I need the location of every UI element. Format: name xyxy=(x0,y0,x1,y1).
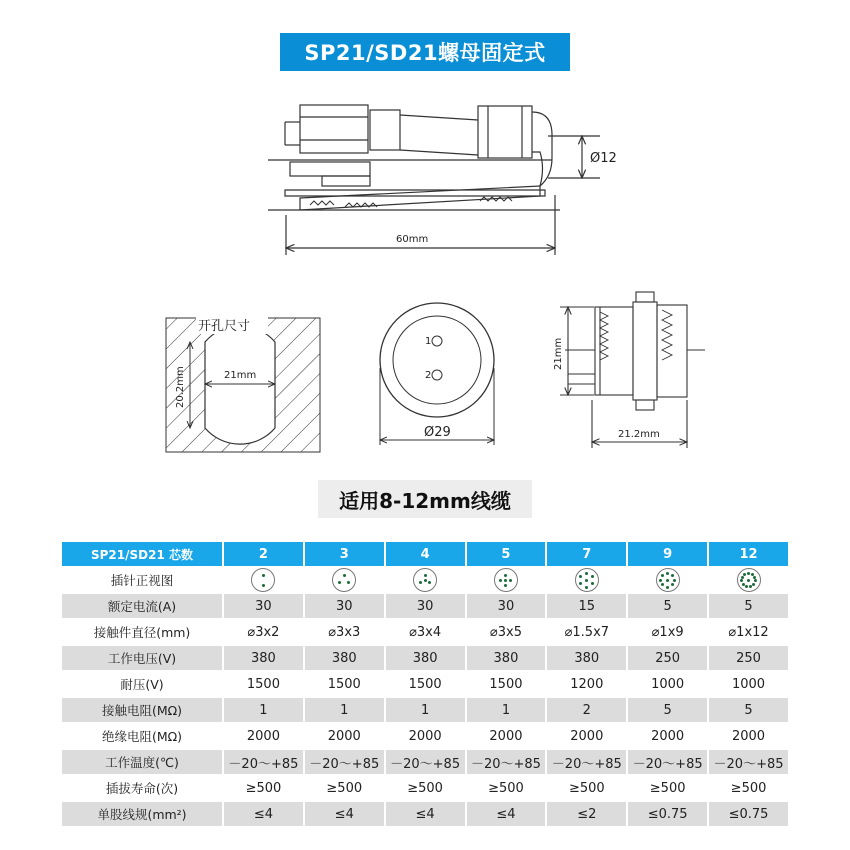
spec-value: 5 xyxy=(628,698,707,722)
spec-value: 380 xyxy=(386,646,465,670)
spec-value: 2000 xyxy=(386,724,465,748)
plug-diameter-label: Ø12 xyxy=(590,151,617,166)
row-label: 额定电流(A) xyxy=(62,594,222,618)
row-label: 单股线规(mm²) xyxy=(62,802,222,826)
core-count: 12 xyxy=(709,542,788,566)
pin-dot xyxy=(504,584,507,587)
pin-dot xyxy=(752,583,755,586)
pin-dot xyxy=(585,579,588,582)
core-count: 9 xyxy=(628,542,707,566)
spec-value: 1500 xyxy=(224,672,303,696)
core-count: 4 xyxy=(386,542,465,566)
pin-dot xyxy=(338,581,341,584)
page-title: SP21/SD21螺母固定式 xyxy=(280,33,570,71)
pin-dot xyxy=(499,579,502,582)
spec-value: 2000 xyxy=(467,724,546,748)
spec-value: 30 xyxy=(224,594,303,618)
spec-value: 30 xyxy=(305,594,384,618)
pin-dot xyxy=(743,573,746,576)
pin-dot xyxy=(347,581,350,584)
pin-front-view-cell xyxy=(467,568,546,592)
socket-height-label: 21mm xyxy=(553,337,564,370)
table-row xyxy=(62,594,788,618)
pin-layout-icon xyxy=(251,568,275,592)
pin-layout-icon xyxy=(656,568,680,592)
spec-value: ≤4 xyxy=(467,802,546,826)
pin-dot xyxy=(428,581,431,584)
pin-dot xyxy=(666,572,669,575)
spec-value: ≥500 xyxy=(628,776,707,800)
spec-value: －20～+85 xyxy=(547,750,626,774)
spec-value: －20～+85 xyxy=(709,750,788,774)
spec-value: 30 xyxy=(386,594,465,618)
spec-value: －20～+85 xyxy=(628,750,707,774)
plug-side-view xyxy=(268,105,600,255)
pin-dot xyxy=(666,586,669,589)
spec-value: 1500 xyxy=(305,672,384,696)
row-label: 插拔寿命(次) xyxy=(62,776,222,800)
spec-value: 1200 xyxy=(547,672,626,696)
pin-layout-icon xyxy=(737,568,761,592)
pin-dot xyxy=(661,583,664,586)
core-count: 5 xyxy=(467,542,546,566)
pin-dot xyxy=(509,579,512,582)
header-label: SP21/SD21 芯数 xyxy=(62,542,222,566)
spec-value: 250 xyxy=(709,646,788,670)
core-count: 2 xyxy=(224,542,303,566)
pin-front-view-cell xyxy=(305,568,384,592)
spec-value: 2 xyxy=(547,698,626,722)
pin-dot xyxy=(741,576,744,579)
table-row xyxy=(62,620,788,644)
pin-dot xyxy=(745,585,748,588)
core-count: 7 xyxy=(547,542,626,566)
spec-value: ≤4 xyxy=(224,802,303,826)
spec-value: ≤0.75 xyxy=(628,802,707,826)
spec-value: 1500 xyxy=(386,672,465,696)
row-label: 耐压(V) xyxy=(62,672,222,696)
pin-dot xyxy=(659,579,662,582)
spec-value: 2000 xyxy=(547,724,626,748)
spec-value: －20～+85 xyxy=(224,750,303,774)
pin-dot xyxy=(740,579,743,582)
cable-range-subtitle: 适用8-12mm线缆 xyxy=(318,480,532,518)
spec-value: ≤2 xyxy=(547,802,626,826)
plug-length-label: 60mm xyxy=(396,234,429,245)
spec-value: 1 xyxy=(305,698,384,722)
spec-table-header xyxy=(62,542,788,566)
spec-value: ⌀3x3 xyxy=(305,620,384,644)
table-row xyxy=(62,776,788,800)
pin-dot xyxy=(747,579,750,582)
spec-value: ≥500 xyxy=(224,776,303,800)
pin-front-view-cell xyxy=(224,568,303,592)
cutout-height-label: 20.2mm xyxy=(175,366,186,408)
spec-value: 2000 xyxy=(628,724,707,748)
spec-value: 1 xyxy=(386,698,465,722)
spec-value: 380 xyxy=(547,646,626,670)
pin-dot xyxy=(671,583,674,586)
socket-length-label: 21.2mm xyxy=(618,429,660,440)
core-count: 3 xyxy=(305,542,384,566)
spec-value: 1 xyxy=(467,698,546,722)
table-row xyxy=(62,646,788,670)
spec-value: 2000 xyxy=(305,724,384,748)
pin-label-1: 1 xyxy=(425,336,432,347)
spec-value: ⌀1.5x7 xyxy=(547,620,626,644)
spec-value: 5 xyxy=(628,594,707,618)
spec-value: ≤4 xyxy=(305,802,384,826)
spec-value: －20～+85 xyxy=(386,750,465,774)
front-view-drawing xyxy=(380,303,494,445)
spec-value: 380 xyxy=(224,646,303,670)
spec-value: ≤0.75 xyxy=(709,802,788,826)
spec-value: －20～+85 xyxy=(305,750,384,774)
pin-front-view-cell xyxy=(628,568,707,592)
spec-value: 380 xyxy=(305,646,384,670)
pin-dot xyxy=(579,582,582,585)
panel-cutout-drawing xyxy=(166,316,320,452)
spec-value: 30 xyxy=(467,594,546,618)
spec-value: ⌀1x9 xyxy=(628,620,707,644)
pin-dot xyxy=(504,574,507,577)
spec-value: ≥500 xyxy=(386,776,465,800)
row-label: 绝缘电阻(MΩ) xyxy=(62,724,222,748)
spec-value: 5 xyxy=(709,594,788,618)
row-label: 工作电压(V) xyxy=(62,646,222,670)
pin-dot xyxy=(585,586,588,589)
spec-value: 1500 xyxy=(467,672,546,696)
pin-dot xyxy=(753,576,756,579)
spec-table-body xyxy=(62,568,788,826)
pin-dot xyxy=(671,574,674,577)
table-row xyxy=(62,698,788,722)
spec-value: ⌀3x4 xyxy=(386,620,465,644)
pin-layout-icon xyxy=(413,568,437,592)
pin-dot xyxy=(504,579,507,582)
spec-value: 15 xyxy=(547,594,626,618)
cutout-title: 开孔尺寸 xyxy=(198,319,251,334)
spec-value: ⌀3x2 xyxy=(224,620,303,644)
spec-value: 250 xyxy=(628,646,707,670)
pin-dot xyxy=(591,582,594,585)
spec-value: 1000 xyxy=(709,672,788,696)
socket-side-view xyxy=(560,292,705,448)
pin-layout-icon xyxy=(332,568,356,592)
pin-dot xyxy=(749,585,752,588)
spec-value: 1 xyxy=(224,698,303,722)
spec-value: 5 xyxy=(709,698,788,722)
pin-dot xyxy=(742,583,745,586)
row-label: 插针正视图 xyxy=(62,568,222,592)
pin-label-2: 2 xyxy=(425,370,432,381)
table-row xyxy=(62,802,788,826)
spec-table xyxy=(60,540,790,828)
pin-dot xyxy=(666,579,669,582)
table-row xyxy=(62,672,788,696)
table-row xyxy=(62,750,788,774)
pin-dot xyxy=(747,572,750,575)
spec-value: 380 xyxy=(467,646,546,670)
pin-dot xyxy=(585,572,588,575)
spec-value: ⌀1x12 xyxy=(709,620,788,644)
spec-value: ⌀3x5 xyxy=(467,620,546,644)
pin-front-view-cell xyxy=(547,568,626,592)
spec-value: ≥500 xyxy=(467,776,546,800)
spec-value: ≤4 xyxy=(386,802,465,826)
pin-dot xyxy=(262,584,265,587)
pin-dot xyxy=(579,575,582,578)
pin-dot xyxy=(673,579,676,582)
pin-dot xyxy=(661,574,664,577)
spec-value: ≥500 xyxy=(305,776,384,800)
pin-layout-icon xyxy=(575,568,599,592)
pin-dot xyxy=(424,574,427,577)
table-row xyxy=(62,724,788,748)
row-label: 工作温度(℃) xyxy=(62,750,222,774)
spec-value: 2000 xyxy=(709,724,788,748)
pin-dot xyxy=(419,581,422,584)
pin-dot xyxy=(262,574,265,577)
front-diameter-label: Ø29 xyxy=(424,425,451,440)
spec-value: －20～+85 xyxy=(467,750,546,774)
pin-layout-icon xyxy=(494,568,518,592)
spec-value: 1000 xyxy=(628,672,707,696)
cutout-width-label: 21mm xyxy=(224,370,257,381)
pin-front-view-cell xyxy=(386,568,465,592)
pin-front-view-cell xyxy=(709,568,788,592)
table-row xyxy=(62,568,788,592)
pin-dot xyxy=(424,579,427,582)
spec-value: ≥500 xyxy=(709,776,788,800)
spec-value: 2000 xyxy=(224,724,303,748)
pin-dot xyxy=(754,579,757,582)
pin-dot xyxy=(343,574,346,577)
pin-dot xyxy=(591,575,594,578)
row-label: 接触件直径(mm) xyxy=(62,620,222,644)
spec-value: ≥500 xyxy=(547,776,626,800)
row-label: 接触电阻(MΩ) xyxy=(62,698,222,722)
